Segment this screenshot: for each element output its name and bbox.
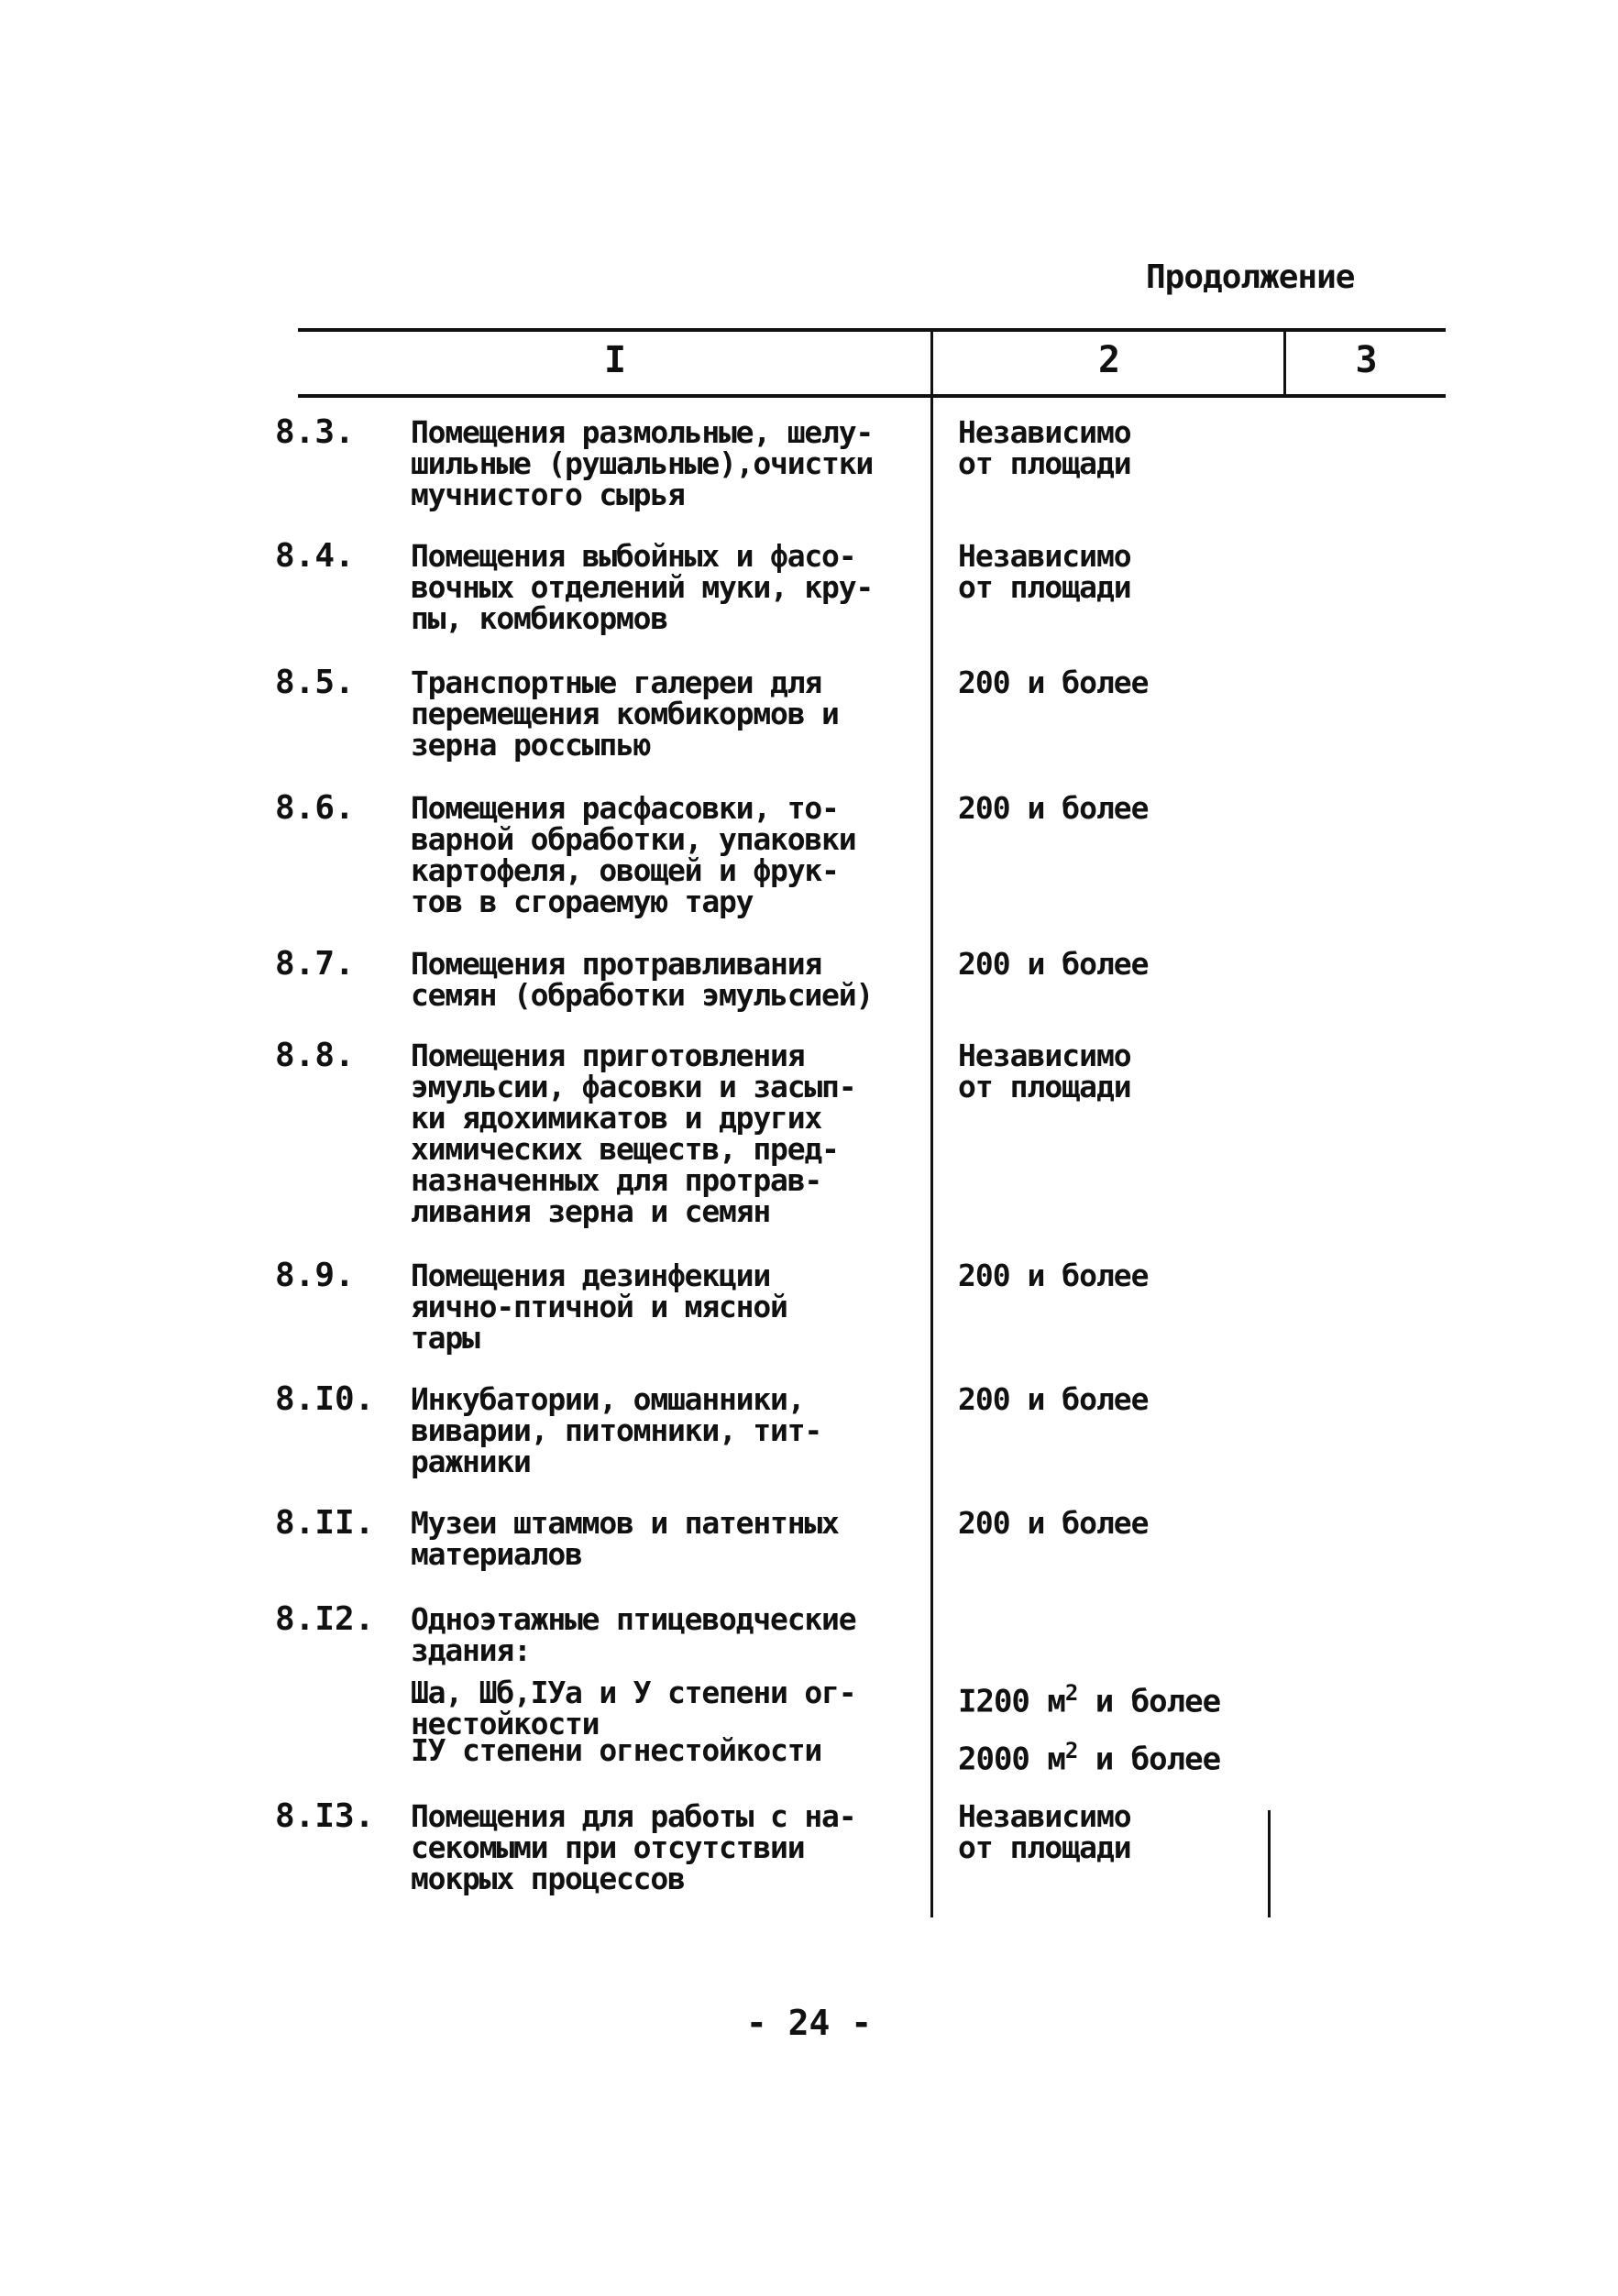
row-number: 8.I0.: [275, 1380, 375, 1418]
row-description: [411, 1601, 933, 1668]
row-value: [958, 1040, 1288, 1103]
value-line: 200 и более: [958, 1381, 1149, 1417]
description-line: Помещения выбойных и фасо-: [411, 538, 856, 574]
row-description: [411, 1798, 933, 1896]
description-line: пы, комбикормов: [411, 600, 668, 636]
value-line: от площади: [958, 1829, 1131, 1865]
page-number: - 24 -: [745, 2003, 873, 2043]
description-line: мокрых процессов: [411, 1861, 685, 1896]
description-line: секомыми при отсутствии: [411, 1829, 805, 1865]
value-amount: I200 м: [958, 1683, 1065, 1720]
table-top-rule: [298, 328, 1446, 332]
description-line: Помещения дезинфекции: [411, 1258, 771, 1293]
row-number: 8.6.: [275, 789, 355, 827]
row-value: [958, 414, 1288, 481]
subitem-value: [958, 1735, 1306, 1778]
value-line: 200 и более: [958, 790, 1149, 826]
value-line: от площади: [958, 569, 1131, 605]
value-suffix: и более: [1077, 1683, 1221, 1720]
description-line: варной обработки, упаковки: [411, 821, 856, 857]
value-line: Независимо: [958, 1038, 1131, 1073]
description-line: вочных отделений муки, кру-: [411, 569, 874, 605]
description-line: яично-птичной и мясной: [411, 1289, 787, 1324]
row-value: [958, 946, 1288, 982]
description-line: картофеля, овощей и фрук-: [411, 852, 839, 888]
description-line: Помещения протравливания: [411, 946, 822, 982]
description-line: ливания зерна и семян: [411, 1193, 771, 1229]
value-line: от площади: [958, 445, 1131, 481]
row-value: [958, 538, 1288, 605]
description-line: Транспортные галереи для: [411, 665, 822, 700]
description-line: Ша, Шб,IУа и У степени ог-: [411, 1675, 856, 1710]
row-description: [411, 790, 933, 919]
row-description: [411, 1381, 933, 1479]
description-line: мучнистого сырья: [411, 477, 685, 512]
description-line: Помещения для работы с на-: [411, 1798, 856, 1834]
value-exponent: 2: [1064, 1680, 1078, 1706]
value-line: 200 и более: [958, 946, 1149, 982]
description-line: перемещения комбикормов и: [411, 696, 839, 731]
column-header-2: 2: [1097, 339, 1121, 381]
column-header-1: I: [603, 339, 627, 381]
row-value: [958, 1798, 1288, 1865]
row-description: [411, 1040, 933, 1227]
description-line: Инкубатории, омшанники,: [411, 1381, 805, 1417]
row-value: [958, 1505, 1288, 1541]
value-line: Независимо: [958, 414, 1131, 450]
description-line: Музеи штаммов и патентных: [411, 1505, 839, 1541]
row-value: [958, 667, 1288, 698]
row-number: 8.II.: [275, 1504, 375, 1542]
row-description: [411, 667, 933, 761]
row-number: 8.7.: [275, 945, 355, 983]
value-exponent: 2: [1064, 1738, 1078, 1763]
description-line: IУ степени огнестойкости: [411, 1732, 822, 1768]
subitem-value: [958, 1677, 1306, 1720]
row-value: [958, 1260, 1288, 1291]
value-line: 200 и более: [958, 665, 1149, 700]
continuation-label: Продолжение: [1146, 258, 1355, 296]
column-divider-2: [1283, 332, 1286, 398]
row-number: 8.3.: [275, 413, 355, 451]
description-line: здания:: [411, 1632, 531, 1668]
description-line: тов в сгораемую тару: [411, 884, 754, 919]
value-line: Независимо: [958, 1798, 1131, 1834]
value-line: Независимо: [958, 538, 1131, 574]
description-line: Помещения приготовления: [411, 1038, 805, 1073]
description-line: Одноэтажные птицеводческие: [411, 1601, 856, 1637]
description-line: виварии, питомники, тит-: [411, 1412, 822, 1448]
description-line: тары: [411, 1320, 479, 1356]
description-line: материалов: [411, 1536, 582, 1572]
subitem-description: [411, 1677, 933, 1740]
value-suffix: и более: [1077, 1741, 1221, 1778]
row-description: [411, 1505, 933, 1572]
value-line: 200 и более: [958, 1505, 1149, 1541]
row-number: 8.I2.: [275, 1600, 375, 1638]
row-description: [411, 414, 933, 512]
subitem-description: [411, 1732, 933, 1768]
row-number: 8.9.: [275, 1257, 355, 1294]
description-line: назначенных для протрав-: [411, 1162, 822, 1198]
description-line: ки ядохимикатов и других: [411, 1100, 822, 1136]
value-line: от площади: [958, 1069, 1131, 1104]
description-line: шильные (рушальные),очистки: [411, 445, 874, 481]
description-line: зерна россыпью: [411, 727, 651, 763]
row-description: [411, 538, 933, 636]
row-number: 8.8.: [275, 1037, 355, 1074]
row-description: [411, 946, 933, 1013]
description-line: химических веществ, пред-: [411, 1131, 839, 1167]
description-line: нестойкости: [411, 1706, 600, 1741]
row-number: 8.I3.: [275, 1797, 375, 1835]
value-amount: 2000 м: [958, 1741, 1065, 1778]
description-line: Помещения расфасовки, то-: [411, 790, 839, 826]
description-line: Помещения размольные, шелу-: [411, 414, 874, 450]
column-header-3: 3: [1355, 339, 1378, 381]
row-number: 8.5.: [275, 664, 355, 701]
row-description: [411, 1260, 933, 1354]
description-line: семян (обработки эмульсией): [411, 977, 874, 1013]
description-line: эмульсии, фасовки и засып-: [411, 1069, 856, 1104]
table-header-rule: [298, 394, 1446, 398]
row-value: [958, 790, 1288, 826]
value-line: 200 и более: [958, 1258, 1149, 1293]
description-line: ражники: [411, 1444, 531, 1479]
row-number: 8.4.: [275, 537, 355, 575]
row-value: [958, 1381, 1288, 1417]
